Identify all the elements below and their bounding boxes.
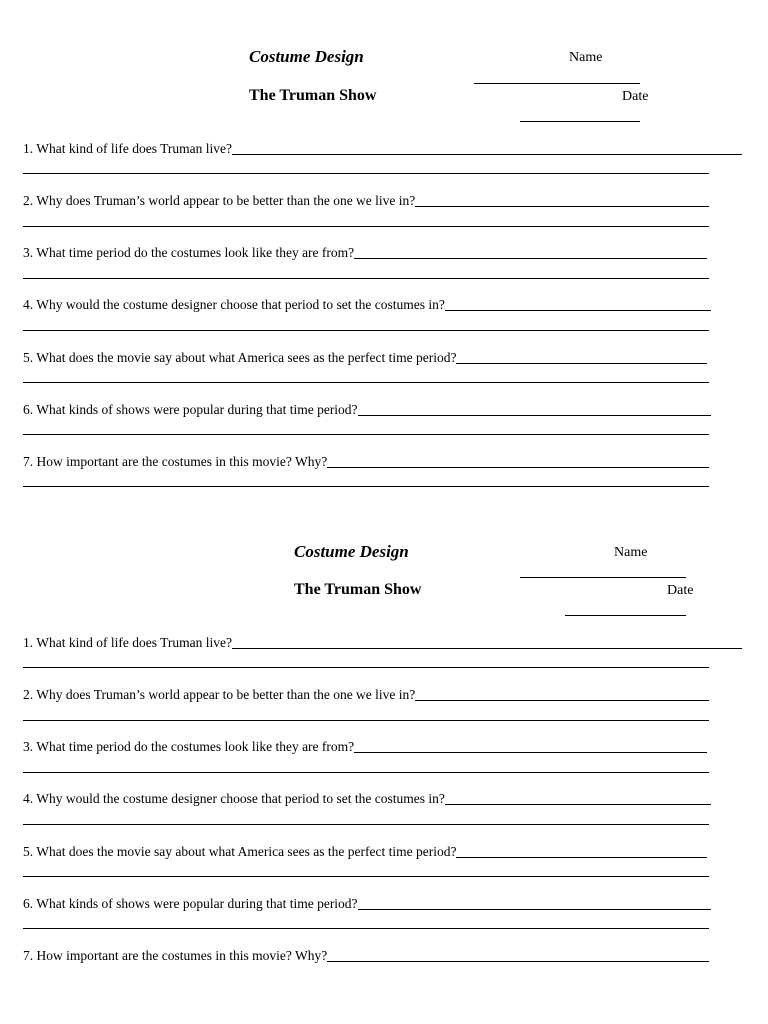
date-label: Date xyxy=(622,89,649,104)
question-text: 1. What kind of life does Truman live? xyxy=(23,141,232,156)
question-text: 2. Why does Truman’s world appear to be better than the one we live in? xyxy=(23,193,416,208)
question-7 xyxy=(23,949,709,963)
answer-line[interactable] xyxy=(232,647,742,649)
answer-line[interactable] xyxy=(327,466,709,468)
worksheet-top xyxy=(0,0,768,500)
question-1 xyxy=(23,142,742,156)
question-5 xyxy=(23,351,707,365)
question-text: 6. What kinds of shows were popular during that time period? xyxy=(23,896,358,911)
question-text: 7. How important are the costumes in this movie? Why? xyxy=(23,948,328,963)
question-text: 7. How important are the costumes in this movie? Why? xyxy=(23,454,328,469)
name-label: Name xyxy=(614,545,648,560)
worksheet-title: Costume Design xyxy=(249,47,364,66)
answer-line[interactable] xyxy=(415,205,709,207)
name-label: Name xyxy=(569,50,603,65)
answer-line-extra[interactable] xyxy=(23,876,709,877)
date-label: Date xyxy=(667,583,694,598)
question-4 xyxy=(23,298,711,312)
answer-line[interactable] xyxy=(445,309,711,311)
answer-line[interactable] xyxy=(358,414,711,416)
question-6 xyxy=(23,897,711,911)
question-text: 5. What does the movie say about what America sees as the perfect time period? xyxy=(23,350,457,365)
answer-line-extra[interactable] xyxy=(23,278,709,279)
question-1 xyxy=(23,636,742,650)
answer-line-extra[interactable] xyxy=(23,824,709,825)
answer-line[interactable] xyxy=(354,751,707,753)
question-2 xyxy=(23,194,709,208)
question-5 xyxy=(23,845,707,859)
question-3 xyxy=(23,246,707,260)
name-field-line[interactable] xyxy=(474,83,640,84)
answer-line-extra[interactable] xyxy=(23,173,709,174)
answer-line-extra[interactable] xyxy=(23,330,709,331)
question-text: 5. What does the movie say about what America sees as the perfect time period? xyxy=(23,844,457,859)
answer-line[interactable] xyxy=(232,153,742,155)
answer-line[interactable] xyxy=(327,960,709,962)
answer-line[interactable] xyxy=(445,803,711,805)
answer-line-extra[interactable] xyxy=(23,720,709,721)
answer-line-extra[interactable] xyxy=(23,486,709,487)
answer-line[interactable] xyxy=(358,908,711,910)
question-text: 3. What time period do the costumes look like they are from? xyxy=(23,245,355,260)
question-text: 4. Why would the costume designer choose that period to set the costumes in? xyxy=(23,297,445,312)
answer-line-extra[interactable] xyxy=(23,382,709,383)
answer-line-extra[interactable] xyxy=(23,667,709,668)
date-field-line[interactable] xyxy=(565,615,686,616)
question-text: 6. What kinds of shows were popular during that time period? xyxy=(23,402,358,417)
question-3 xyxy=(23,740,707,754)
question-4 xyxy=(23,792,711,806)
answer-line-extra[interactable] xyxy=(23,928,709,929)
question-text: 2. Why does Truman’s world appear to be better than the one we live in? xyxy=(23,687,416,702)
answer-line-extra[interactable] xyxy=(23,226,709,227)
answer-line-extra[interactable] xyxy=(23,434,709,435)
answer-line[interactable] xyxy=(456,362,707,364)
answer-line[interactable] xyxy=(456,856,707,858)
question-2 xyxy=(23,688,709,702)
question-7 xyxy=(23,455,709,469)
worksheet-subtitle: The Truman Show xyxy=(294,581,422,598)
date-field-line[interactable] xyxy=(520,121,640,122)
question-text: 3. What time period do the costumes look like they are from? xyxy=(23,739,355,754)
answer-line[interactable] xyxy=(415,699,709,701)
name-field-line[interactable] xyxy=(520,577,686,578)
answer-line[interactable] xyxy=(354,257,707,259)
worksheet-bottom xyxy=(0,494,768,994)
answer-line-extra[interactable] xyxy=(23,772,709,773)
question-text: 4. Why would the costume designer choose that period to set the costumes in? xyxy=(23,791,445,806)
question-text: 1. What kind of life does Truman live? xyxy=(23,635,232,650)
worksheet-title: Costume Design xyxy=(294,542,409,561)
question-6 xyxy=(23,403,711,417)
worksheet-subtitle: The Truman Show xyxy=(249,87,377,104)
